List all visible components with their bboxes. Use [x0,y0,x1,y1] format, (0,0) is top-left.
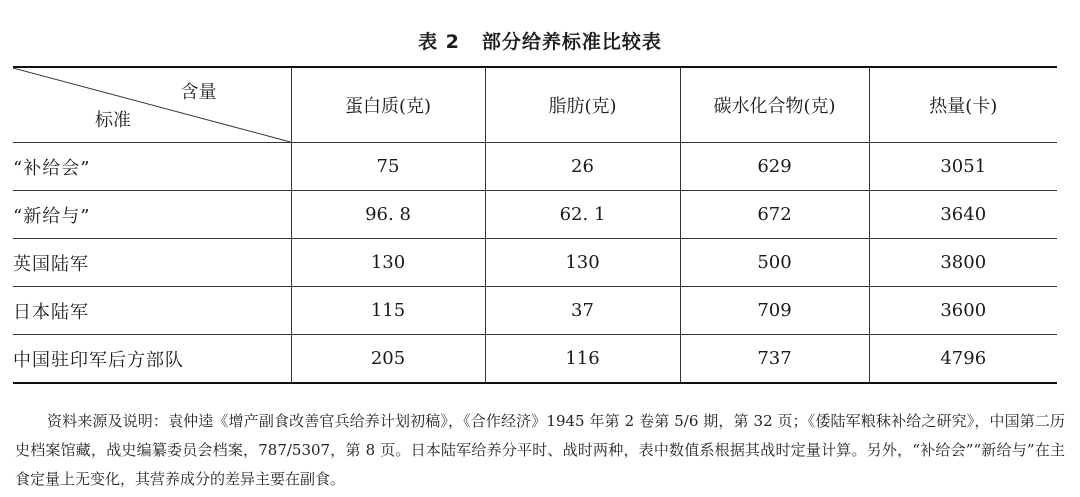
cell-calories: 3800 [869,239,1057,287]
cell-calories: 4796 [869,335,1057,384]
table-row [13,287,1057,335]
cell-calories: 3051 [869,143,1057,191]
cell-carbohydrate: 629 [680,143,869,191]
column-header-carbohydrate: 碳水化合物(克) [680,67,869,143]
cell-carbohydrate: 709 [680,287,869,335]
diagonal-line [13,68,291,142]
cell-fat: 130 [485,239,680,287]
column-header-fat: 脂肪(克) [485,67,680,143]
table-row [13,143,1057,191]
cell-protein: 130 [291,239,485,287]
table-title [0,27,1080,54]
row-standard: 日本陆军 [13,287,291,335]
cell-protein: 115 [291,287,485,335]
header-row [13,67,1057,143]
table-row [13,239,1057,287]
standard-label: 标准 [95,110,131,131]
row-standard: “新给与” [13,191,291,239]
cell-carbohydrate: 500 [680,239,869,287]
source-note: 资料来源及说明：袁仲逵《增产副食改善官兵给养计划初稿》，《合作经济》1945 年第 2 卷第 5/6 期，第 32 页；《倭陆军粮秣补给之研究》，中国第二历史档案馆藏，战史编纂委员会档案，787/5307，第 8 页。日本陆军给养分平时、战时两种，表中数值系根据其战时定量计算。另外，“补给会”“新给与”在主食定量上无变化，其营养成分的差异主要在副食。 [15,412,1065,488]
content-label: 含量 [180,82,217,103]
table-row [13,335,1057,384]
cell-carbohydrate: 737 [680,335,869,384]
cell-fat: 26 [485,143,680,191]
cell-fat: 116 [485,335,680,384]
table-number: 表 2 [418,31,460,53]
cell-protein: 75 [291,143,485,191]
cell-calories: 3640 [869,191,1057,239]
cell-protein: 96. 8 [291,191,485,239]
diagonal-header-cell [13,67,291,143]
cell-carbohydrate: 672 [680,191,869,239]
cell-calories: 3600 [869,287,1057,335]
table-caption: 部分给养标准比较表 [481,31,662,53]
row-standard: 英国陆军 [13,239,291,287]
cell-protein: 205 [291,335,485,384]
nutrition-comparison-table [13,66,1057,384]
column-header-calories: 热量(卡) [869,67,1057,143]
table-row [13,191,1057,239]
row-standard: 中国驻印军后方部队 [13,335,291,384]
column-header-protein: 蛋白质(克) [291,67,485,143]
cell-fat: 37 [485,287,680,335]
row-standard: “补给会” [13,143,291,191]
cell-fat: 62. 1 [485,191,680,239]
